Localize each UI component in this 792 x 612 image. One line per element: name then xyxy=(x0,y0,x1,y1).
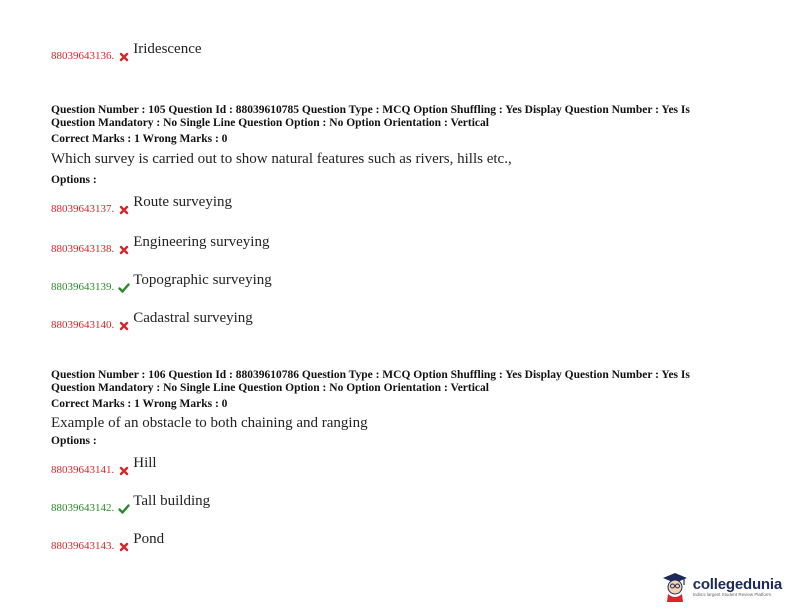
collegedunia-logo xyxy=(660,570,782,602)
option-row xyxy=(51,194,232,215)
option-id: 88039643143. xyxy=(51,540,115,552)
options-label: Options : xyxy=(51,435,97,447)
question-header xyxy=(51,104,741,130)
question-text: Example of an obstacle to both chaining and ranging xyxy=(51,415,368,431)
question-marks: Correct Marks : 1 Wrong Marks : 0 xyxy=(51,133,228,145)
logo-tagline: India's largest Student Review Platform xyxy=(692,591,772,597)
option-row xyxy=(51,234,270,255)
option-text: Route surveying xyxy=(133,194,232,210)
option-text: Cadastral surveying xyxy=(133,310,253,326)
option-text: Hill xyxy=(133,455,157,471)
question-header-line: Question Number : 105 Question Id : 88039610785 Question Type : MCQ Option Shuffling : Yes Display Question Number : Yes Is xyxy=(51,104,690,116)
option-row xyxy=(51,272,272,293)
cross-icon xyxy=(118,320,130,332)
cross-icon xyxy=(118,465,130,477)
option-id: 88039643142. xyxy=(51,502,115,514)
logo-name: collegedunia xyxy=(692,575,782,593)
question-header xyxy=(51,369,741,395)
option-id: 88039643138. xyxy=(51,243,115,255)
options-label: Options : xyxy=(51,174,97,186)
option-text: Tall building xyxy=(133,493,211,509)
question-marks: Correct Marks : 1 Wrong Marks : 0 xyxy=(51,398,228,410)
option-row xyxy=(51,493,211,514)
question-header-line: Question Number : 106 Question Id : 88039610786 Question Type : MCQ Option Shuffling : Yes Display Question Number : Yes Is xyxy=(51,369,690,381)
option-text: Iridescence xyxy=(133,41,202,57)
question-header-line: Question Mandatory : No Single Line Question Option : No Option Orientation : Vertical xyxy=(51,117,489,129)
cross-icon xyxy=(118,541,130,553)
option-text: Engineering surveying xyxy=(133,234,270,250)
graduate-mascot-icon xyxy=(660,570,690,602)
option-id: 88039643136. xyxy=(51,50,115,62)
option-text: Pond xyxy=(133,531,165,547)
cross-icon xyxy=(118,51,130,63)
option-row xyxy=(51,310,253,331)
option-id: 88039643137. xyxy=(51,203,115,215)
option-id: 88039643141. xyxy=(51,464,115,476)
option-row xyxy=(51,41,202,62)
option-row xyxy=(51,531,165,552)
check-icon xyxy=(118,503,130,515)
option-row xyxy=(51,455,157,476)
option-id: 88039643140. xyxy=(51,319,115,331)
question-text: Which survey is carried out to show natural features such as rivers, hills etc., xyxy=(51,151,512,167)
option-text: Topographic surveying xyxy=(133,272,272,288)
cross-icon xyxy=(118,204,130,216)
check-icon xyxy=(118,282,130,294)
option-id: 88039643139. xyxy=(51,281,115,293)
question-header-line: Question Mandatory : No Single Line Question Option : No Option Orientation : Vertical xyxy=(51,382,489,394)
cross-icon xyxy=(118,244,130,256)
